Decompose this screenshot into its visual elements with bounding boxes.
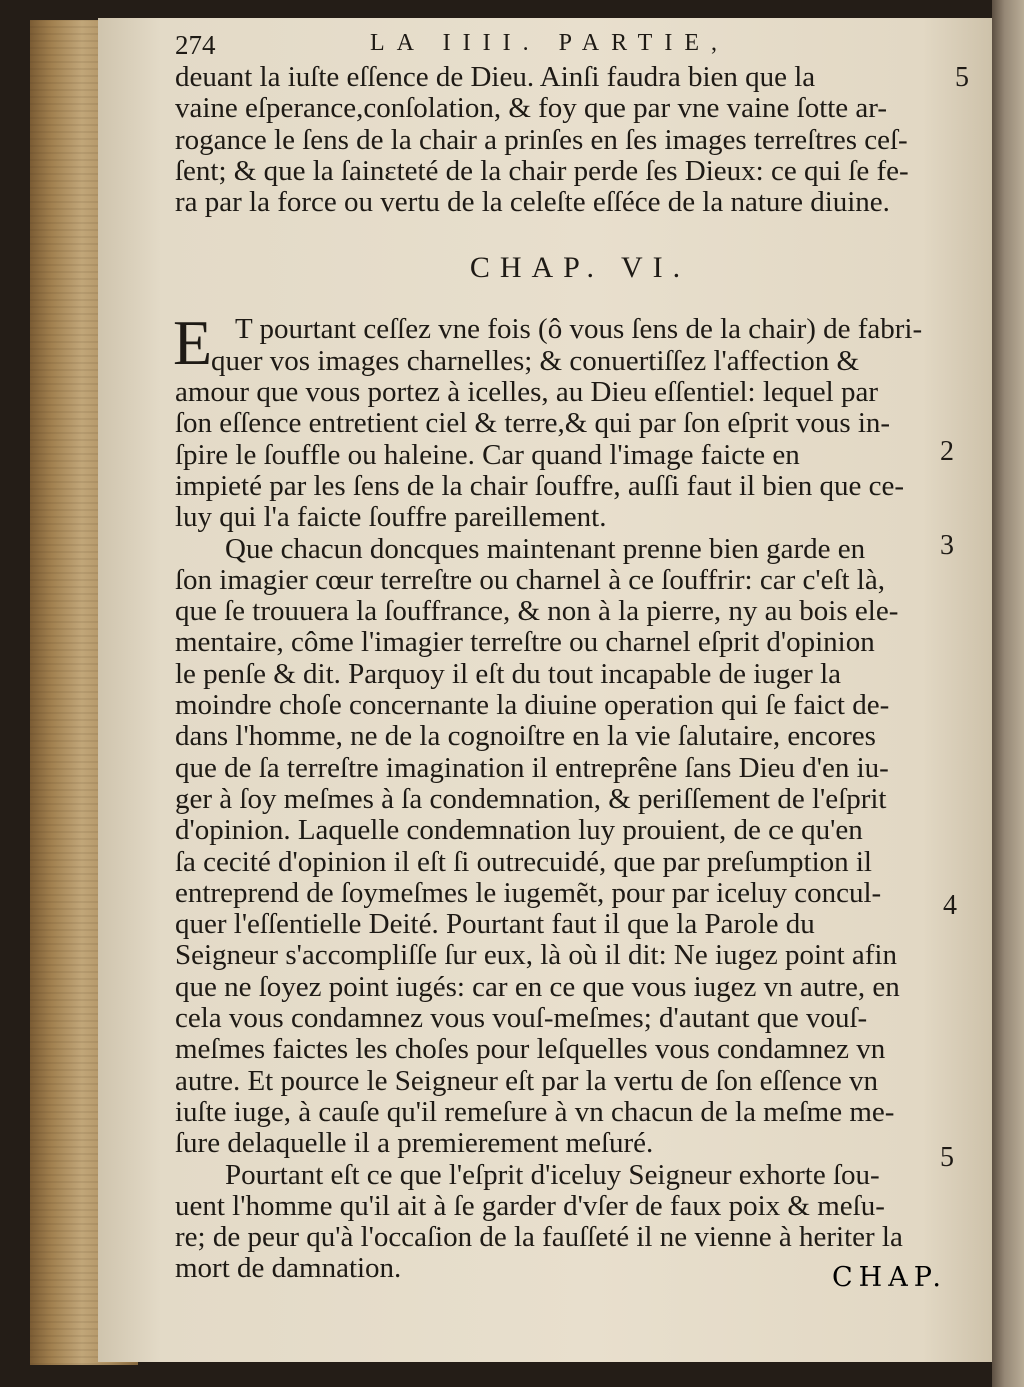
text-line: iuſte iuge, à cauſe qu'il remeſure à vn chacun de la meſme me- — [175, 1095, 895, 1128]
margin-number: 5 — [940, 1142, 954, 1173]
page-number: 274 — [175, 30, 216, 60]
text-line: ra par la force ou vertu de la celeſte eſſéce de la nature diuine. — [175, 186, 890, 219]
text-line: mort de damnation. — [175, 1252, 402, 1285]
text-line: amour que vous portez à icelles, au Dieu eſſentiel: lequel par — [175, 376, 878, 409]
paragraph-1 — [173, 307, 945, 534]
text-line: Que chacun doncques maintenant prenne bien garde en — [225, 532, 866, 565]
text-line: cela vous condamnez vous vouſ-meſmes; d'autant que vouſ- — [175, 1002, 868, 1035]
text-line: le penſe & dit. Parquoy il eſt du tout incapable de iuger la — [175, 657, 842, 690]
facing-page-edge — [992, 0, 1024, 1387]
text-line: Seigneur s'accompliſſe ſur eux, là où il dit: Ne iugez point afin — [175, 939, 897, 972]
margin-number: 2 — [940, 436, 954, 467]
text-line: entreprend de ſoymeſmes le iugemẽt, pour par iceluy concul- — [175, 876, 882, 909]
text-line: dans l'homme, ne de la cognoiſtre en la vie ſalutaire, encores — [175, 720, 876, 753]
text-line: que ne ſoyez point iugés: car en ce que vous iugez vn autre, en — [175, 970, 900, 1003]
running-title: LA IIII. PARTIE, — [370, 30, 729, 56]
text-line: ſpire le ſouffle ou haleine. Car quand l'image faicte en — [175, 438, 800, 471]
text-line: ſon imagier cœur terreſtre ou charnel à ce ſouffrir: car c'eſt là, — [175, 563, 885, 596]
text-line: autre. Et pource le Seigneur eſt par la vertu de ſon eſſence vn — [175, 1064, 878, 1097]
text-line: ſa cecité d'opinion il eſt ſi outrecuidé, que par preſumption il — [175, 845, 872, 878]
paragraph-2 — [175, 534, 945, 1160]
text-line: quer l'eſſentielle Deité. Pourtant faut il que la Parole du — [175, 908, 815, 941]
paragraph-3 — [175, 1160, 945, 1285]
text-line: que ſe trouuera la ſouffrance, & non à la pierre, ny au bois ele- — [175, 595, 899, 628]
text-line: ger à ſoy meſmes à ſa condemnation, & periſſement de l'eſprit — [175, 782, 887, 815]
text-line: ſent; & que la ſainɛteté de la chair perde ſes Dieux: ce qui ſe fe- — [175, 154, 909, 187]
text-line: mentaire, côme l'imagier terreſtre ou charnel eſprit d'opinion — [175, 626, 875, 659]
text-line: uent l'homme qu'il ait à ſe garder d'vſer de faux poix & meſu- — [175, 1189, 885, 1222]
text-line: Pourtant eſt ce que l'eſprit d'iceluy Seigneur exhorte ſou- — [225, 1158, 880, 1191]
text-line: moindre choſe concernante la diuine operation qui ſe faict de- — [175, 689, 890, 722]
text-line: ſon eſſence entretient ciel & terre,& qui par ſon eſprit vous in- — [175, 407, 891, 440]
running-head — [175, 30, 945, 62]
catchword: CHAP. — [832, 1262, 947, 1293]
margin-number: 3 — [940, 530, 954, 561]
text-line: vaine eſperance,conſolation, & foy que par vne vaine ſotte ar- — [175, 92, 888, 125]
text-line: quer vos images charnelles; & conuertiſſez l'affection & — [211, 344, 860, 377]
margin-number: 5 — [955, 62, 969, 93]
text-line: impieté par les ſens de la chair ſouffre, auſſi faut il bien que ce- — [175, 469, 905, 502]
text-line: T pourtant ceſſez vne fois (ô vous ſens de la chair) de fabri- — [235, 313, 923, 346]
text-line: re; de peur qu'à l'occaſion de la fauſſeté il ne vienne à heriter la — [175, 1221, 903, 1254]
text-line: deuant la iuſte eſſence de Dieu. Ainſi faudra bien que la — [175, 61, 816, 93]
chapter-title: CHAP. VI. — [469, 251, 691, 285]
page-text — [175, 30, 945, 1285]
drop-cap: E — [173, 307, 213, 379]
text-line: luy qui l'a faicte ſouffre pareillement. — [175, 501, 607, 534]
section-end-paragraph — [175, 62, 945, 218]
text-line: rogance le ſens de la chair a prinſes en ſes images terreſtres ceſ- — [175, 123, 908, 156]
text-line: d'opinion. Laquelle condemnation luy prouient, de ce qu'en — [175, 814, 863, 847]
text-line: que de ſa terreſtre imagination il entreprêne ſans Dieu d'en iu- — [175, 751, 889, 784]
text-line: ſure delaquelle il a premierement meſuré. — [175, 1127, 654, 1160]
text-line: meſmes faictes les choſes pour leſquelles vous condamnez vn — [175, 1033, 886, 1066]
margin-number: 4 — [943, 890, 957, 921]
